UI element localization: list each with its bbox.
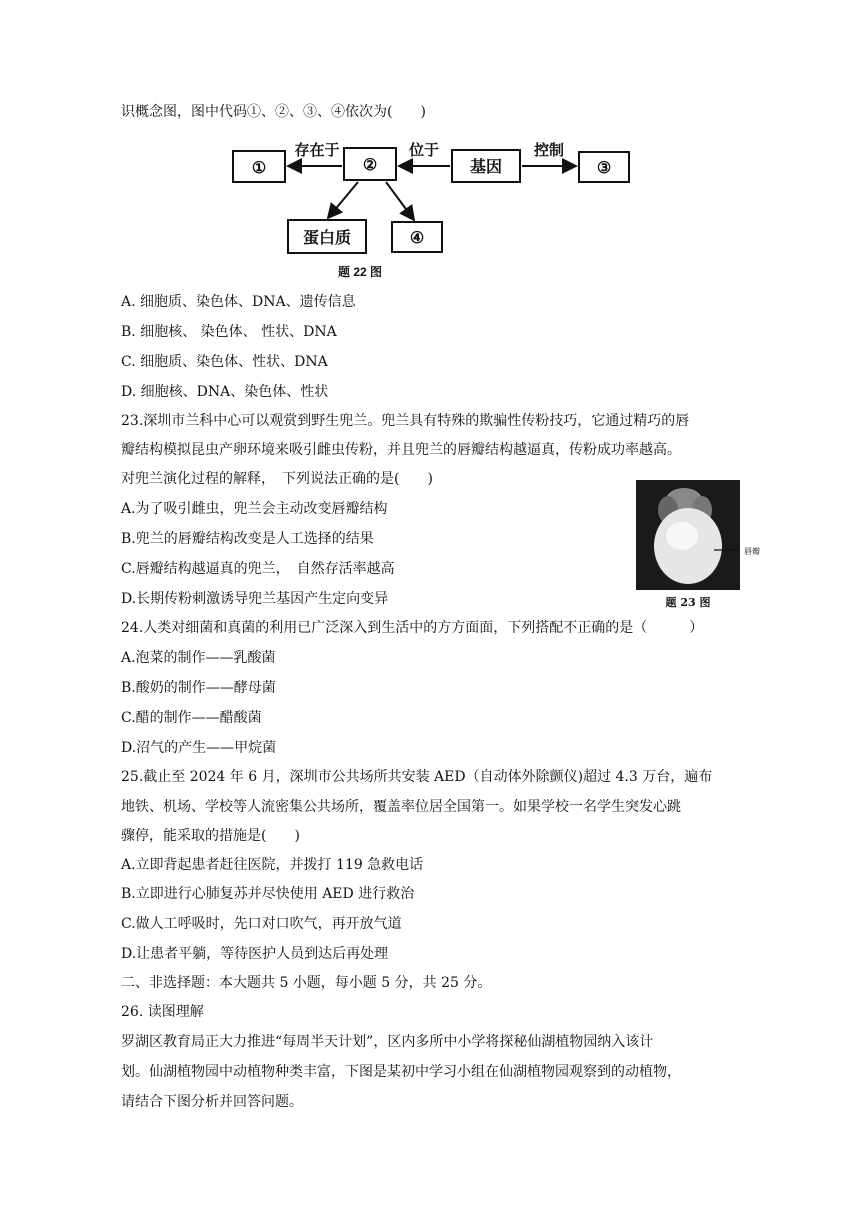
q22-stem: 识概念图，图中代码①、②、③、④依次为( ): [121, 104, 426, 120]
q26-body-line-2: 划。仙湖植物园中动植物种类丰富，下图是某初中学习小组在仙湖植物园观察到的动植物，: [121, 1064, 681, 1080]
q24-option-c: C.醋的制作——醋酸菌: [121, 710, 262, 726]
q23-stem-line-2: 瓣结构模拟昆虫产卵环境来吸引雌虫传粉，并且兜兰的唇瓣结构越逼真，传粉成功率越高。: [121, 442, 681, 458]
q25-option-a: A.立即背起患者赶往医院，并拨打 119 急救电话: [121, 857, 424, 873]
arrow-locate-label: 位于: [408, 142, 440, 159]
arrow-exist-label: 存在于: [294, 142, 340, 159]
q24-option-b: B.酸奶的制作——酵母菌: [121, 680, 276, 696]
q23-option-c: C.唇瓣结构越逼真的兜兰， 自然存活率越高: [121, 561, 395, 577]
box-protein-label: 蛋白质: [302, 230, 352, 247]
section-2-heading: 二、非选择题：本大题共 5 小题，每小题 5 分，共 25 分。: [121, 975, 492, 991]
box-3-label: ③: [596, 160, 612, 177]
q25-option-c: C.做人工呼吸时，先口对口吹气，再开放气道: [121, 916, 402, 932]
arrow-to-protein: [328, 182, 358, 218]
orchid-photo: [636, 480, 776, 610]
q23-stem-line-3: 对兜兰演化过程的解释， 下列说法正确的是( ): [121, 471, 433, 487]
q22-option-b: B. 细胞核、 染色体、 性状、DNA: [121, 324, 337, 340]
lip-petal-label: 唇瓣: [744, 547, 760, 556]
q25-option-d: D.让患者平躺，等待医护人员到达后再处理: [121, 946, 389, 962]
q23-option-b: B.兜兰的唇瓣结构改变是人工选择的结果: [121, 531, 374, 547]
q26-body-line-3: 请结合下图分析并回答问题。: [121, 1094, 303, 1110]
box-4-label: ④: [409, 230, 425, 247]
q26-body-line-1: 罗湖区教育局正大力推进“每周半天计划”，区内多所中小学将探秘仙湖植物园纳入该计: [121, 1034, 654, 1050]
arrow-to-4: [386, 182, 414, 220]
figure-22-caption: 题 22 图: [337, 265, 383, 279]
box-gene-label: 基因: [469, 159, 503, 176]
q24-option-d: D.沼气的产生——甲烷菌: [121, 740, 277, 756]
q24-stem: 24.人类对细菌和真菌的利用已广泛深入到生活中的方方面面，下列搭配不正确的是（ ）: [121, 620, 704, 636]
q22-option-d: D. 细胞核、DNA、染色体、性状: [121, 384, 329, 400]
arrow-control-label: 控制: [533, 142, 565, 159]
concept-diagram: [230, 130, 640, 280]
box-1-label: ①: [251, 160, 267, 177]
q23-option-d: D.长期传粉刺激诱导兜兰基因产生定向变异: [121, 591, 389, 607]
figure-23-caption: 题 23 图: [665, 596, 711, 609]
q25-stem-line-1: 25.截止至 2024 年 6 月，深圳市公共场所共安装 AED（自动体外除颤仪)超过 4.3 万台，遍布: [121, 769, 713, 785]
q23-stem-line-1: 23.深圳市兰科中心可以观赏到野生兜兰。兜兰具有特殊的欺骗性传粉技巧，它通过精巧的唇: [121, 413, 690, 429]
box-2-label: ②: [362, 157, 378, 174]
q26-title: 26. 读图理解: [121, 1004, 204, 1020]
q25-stem-line-2: 地铁、机场、学校等人流密集公共场所，覆盖率位居全国第一。如果学校一名学生突发心跳: [121, 799, 681, 815]
q25-option-b: B.立即进行心肺复苏并尽快使用 AED 进行救治: [121, 886, 415, 902]
q24-option-a: A.泡菜的制作——乳酸菌: [121, 650, 276, 666]
q22-option-c: C. 细胞质、染色体、性状、DNA: [121, 354, 328, 370]
q22-option-a: A. 细胞质、染色体、DNA、遗传信息: [121, 294, 356, 310]
q25-stem-line-3: 骤停，能采取的措施是( ): [121, 828, 300, 844]
q23-option-a: A.为了吸引雌虫，兜兰会主动改变唇瓣结构: [121, 501, 388, 517]
